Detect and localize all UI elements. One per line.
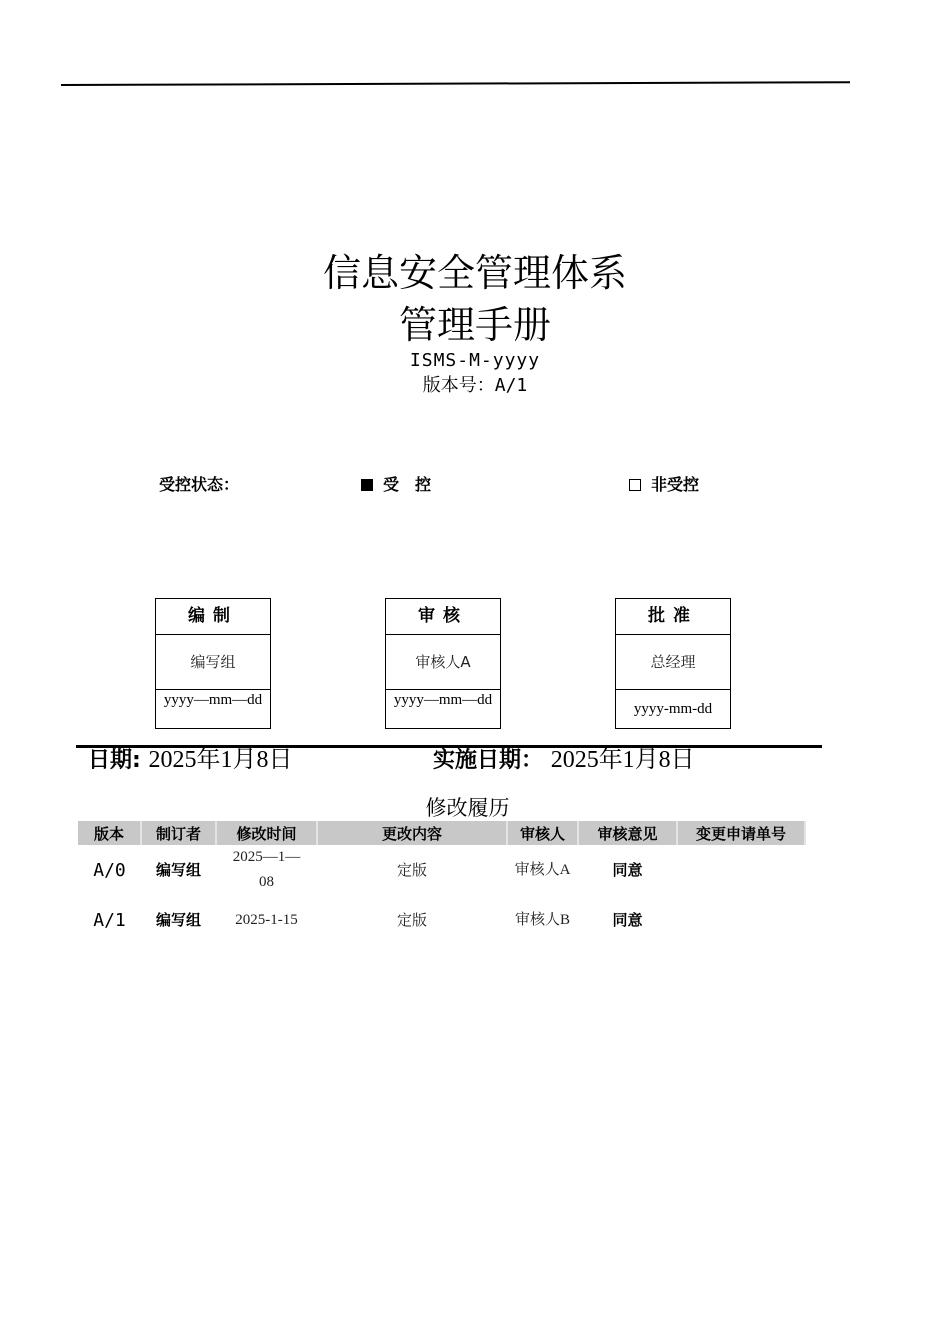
time-cell xyxy=(216,845,317,895)
opinion-cell: 同意 xyxy=(612,910,643,929)
checked-box-icon xyxy=(361,479,373,491)
request-no-cell xyxy=(677,845,805,895)
doc-code: ISMS-M-yyyy xyxy=(409,350,541,371)
sign-box-prepared xyxy=(155,598,271,729)
time-text: 2025—1—08 xyxy=(232,849,301,890)
column-header: 更改内容 xyxy=(317,821,507,845)
sign-box-name: 编写组 xyxy=(156,635,270,690)
opinion-cell: 同意 xyxy=(612,860,643,879)
request-no-cell xyxy=(677,895,805,945)
revision-history-title: 修改履历 xyxy=(425,796,510,820)
table-row xyxy=(78,895,805,945)
table-header-row xyxy=(78,821,805,845)
column-header: 修改时间 xyxy=(216,821,317,845)
sign-box-name: 审核人A xyxy=(386,635,500,690)
controlled-option[interactable] xyxy=(361,474,431,496)
uncontrolled-label: 非受控 xyxy=(651,475,700,494)
issue-date xyxy=(88,746,292,775)
uncontrolled-option[interactable] xyxy=(629,474,699,496)
control-status-label: 受控状态： xyxy=(159,475,240,494)
sign-box-date: yyyy—mm—dd xyxy=(163,692,263,708)
content-cell: 定版 xyxy=(396,860,427,879)
doc-subtitle: 管理手册 xyxy=(398,303,551,347)
doc-title: 信息安全管理体系 xyxy=(322,251,627,295)
header-rule xyxy=(61,81,850,86)
controlled-label: 受 控 xyxy=(383,475,432,494)
issue-date-label: 日期: xyxy=(88,748,141,773)
time-cell: 2025-1-15 xyxy=(235,911,298,928)
author-cell: 编写组 xyxy=(155,860,201,879)
effective-date xyxy=(433,746,695,775)
effective-date-label: 实施日期： xyxy=(433,748,544,773)
reviewer-text: 审核人B xyxy=(514,911,570,928)
column-header: 审核意见 xyxy=(578,821,677,845)
version-cell: A/0 xyxy=(93,859,126,881)
sign-box-date: yyyy-mm-dd xyxy=(633,701,713,717)
sign-box-header: 审核 xyxy=(386,599,500,635)
revision-history-table xyxy=(78,821,806,945)
sign-box-date: yyyy—mm—dd xyxy=(393,692,493,708)
column-header: 版本 xyxy=(78,821,141,845)
doc-version: 版本号：A/1 xyxy=(422,375,528,396)
sign-box-header: 编制 xyxy=(156,599,270,635)
sign-box-reviewed xyxy=(385,598,501,729)
content-cell: 定版 xyxy=(396,910,427,929)
unchecked-box-icon xyxy=(629,479,641,491)
reviewer-cell xyxy=(507,895,578,945)
column-header: 审核人 xyxy=(507,821,578,845)
issue-date-value: 2025年1月8日 xyxy=(148,747,293,773)
table-row xyxy=(78,845,805,895)
sign-box-name: 总经理 xyxy=(616,635,730,690)
sign-box-approved xyxy=(615,598,731,729)
reviewer-cell xyxy=(507,845,578,895)
effective-date-value: 2025年1月8日 xyxy=(550,747,695,773)
column-header: 变更申请单号 xyxy=(677,821,805,845)
version-cell: A/1 xyxy=(93,909,126,931)
reviewer-text: 审核人A xyxy=(514,861,571,878)
column-header: 制订者 xyxy=(141,821,216,845)
author-cell: 编写组 xyxy=(155,910,201,929)
sign-box-header: 批准 xyxy=(616,599,730,635)
